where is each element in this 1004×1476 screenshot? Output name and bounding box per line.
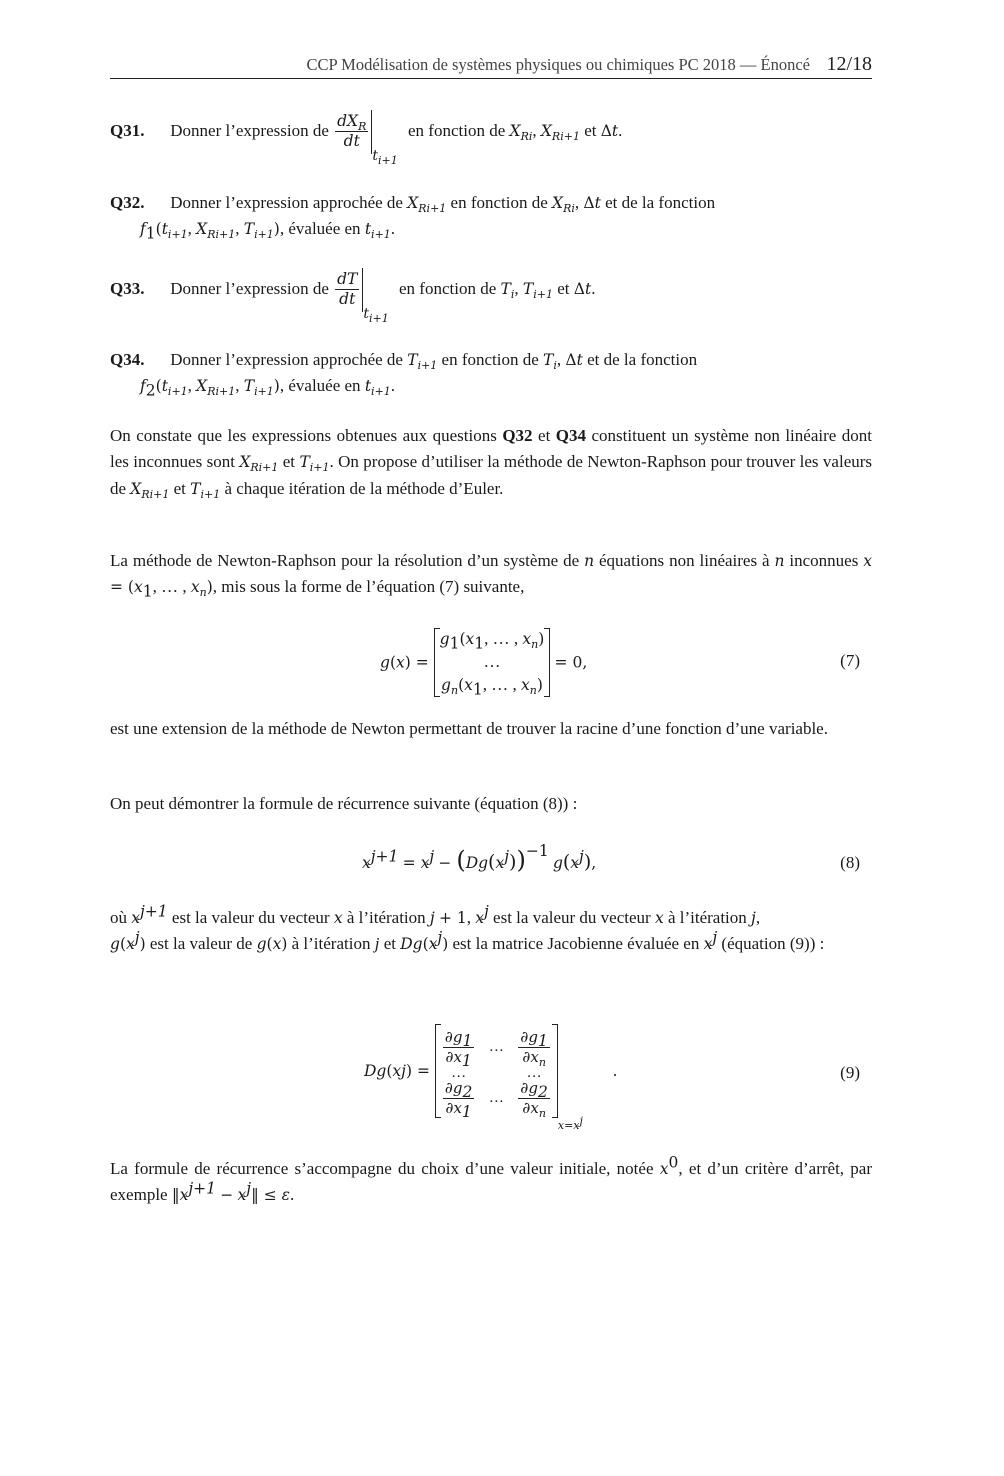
paragraph-newton: La méthode de Newton-Raphson pour la résolution d’un système de n équations non linéaires à n inconnues $x = (x_1$, … , $x_n$), mis sous la forme de l’équation (7) suivante, xyxy=(110,551,872,601)
equation-8: $x^{j+1} = x^j - (Dg(x^j))^{-1}$ $g(x^j)$, (8) xyxy=(110,842,872,882)
page-number: 12/18 xyxy=(826,53,872,75)
paragraph-definitions: où $x^{j+1}$ est la valeur du vecteur x à l’itération j + 1, $x^j$ est la valeur du vecteur x à l’itération j, $g(x^j)$ est la valeur de g(x) à l’itération j et $Dg(x^j)$ est la matrice Jacobienne évaluée en $x^j$ (équation (9)) : xyxy=(110,902,825,954)
paragraph-initial-value: La formule de récurrence s’accompagne du choix d’une valeur initiale, notée $x^0$, et d’un critère d’arrêt, par exemple $‖x^{j+1}$ − $x^j‖ \le \varepsilon$. xyxy=(110,1153,873,1205)
question-label: Q34. xyxy=(110,350,145,369)
jacobian-matrix: $\frac{\partial g_1}{\partial x_1}$ … $\frac{\partial g_1}{\partial x_n}$ … … $\frac{\partial g_2}{\partial x_1}$ … $\frac{\partial g_2}{\partial x_n}$ xyxy=(435,1024,558,1117)
question-q34: Q34. Donner l’expression approchée de $T_{i+1}$ en fonction de $T_i$, Δt et de la fonction $f_2(t_{i+1}$, $X_{Ri+1}$, $T_{i+1}$), évaluée en $t_{i+1}$. xyxy=(110,347,872,400)
question-q33: Q33. Donner l’expression de $\frac{dT}{dt}$ $t_{i+1}$ en fonction de $T_i$, $T_{i+1}$ et Δt. xyxy=(110,268,872,326)
question-q31: Q31. Donner l’expression de $\frac{dX_R}{dt}$ $t_{i+1}$ en fonction de $X_{Ri}$, $X_{Ri+1}$ et Δt. xyxy=(110,110,872,168)
question-label: Q32. xyxy=(110,193,145,212)
equation-number: (8) xyxy=(840,853,860,872)
question-q32: Q32. Donner l’expression approchée de $X_{Ri+1}$ en fonction de $X_{Ri}$, Δt et de la fonction $f_1(t_{i+1}$, $X_{Ri+1}$, $T_{i+1}$), évaluée en $t_{i+1}$. xyxy=(110,190,872,243)
equation-number: (7) xyxy=(840,651,860,670)
equation-7: g(x) = $g_1(x_1$, … , $x_n$) … $g_n(x_1$, … , $x_n$) = 0, (7) xyxy=(380,629,860,699)
header-title: CCP Modélisation de systèmes physiques ou chimiques PC 2018 — Énoncé xyxy=(306,55,810,74)
vector-g: $g_1(x_1$, … , $x_n$) … $g_n(x_1$, … , $x_n$) xyxy=(434,628,551,697)
derivative-dxr-dt: $\frac{dX_R}{dt}$ xyxy=(337,112,367,151)
paragraph-recurrence: On peut démontrer la formule de récurrence suivante (équation (8)) : xyxy=(110,794,578,813)
question-label: Q33. xyxy=(110,278,145,298)
page-header xyxy=(110,52,872,79)
equation-number: (9) xyxy=(840,1063,860,1082)
equation-9: Dg ( x j ) = $\frac{\partial g_1}{\partial x_1}$ … $\frac{\partial g_1}{\partial x_n}$ … … $\frac{\partial g_2}{\partial x_1}$ … $\frac{\partial g_2}{\partial x_n}$ $x=x^j$ . (9) xyxy=(110,1012,872,1134)
question-label: Q31. xyxy=(110,120,145,140)
paragraph-system: On constate que les expressions obtenues aux questions Q32 et Q34 constituent un système non linéaire dont les inconnues sont $X_{Ri+1}$ et $T_{i+1}$. On propose d’utiliser la méthode de Newton-Raphson pour trouver les valeurs de $X_{Ri+1}$ et $T_{i+1}$ à chaque itération de la méthode d’Euler. xyxy=(110,426,873,501)
paragraph-extension: est une extension de la méthode de Newton permettant de trouver la racine d’une fonction d’une variable. xyxy=(110,719,828,738)
derivative-dt-dt: $\frac{dT}{dt}$ xyxy=(337,270,358,309)
